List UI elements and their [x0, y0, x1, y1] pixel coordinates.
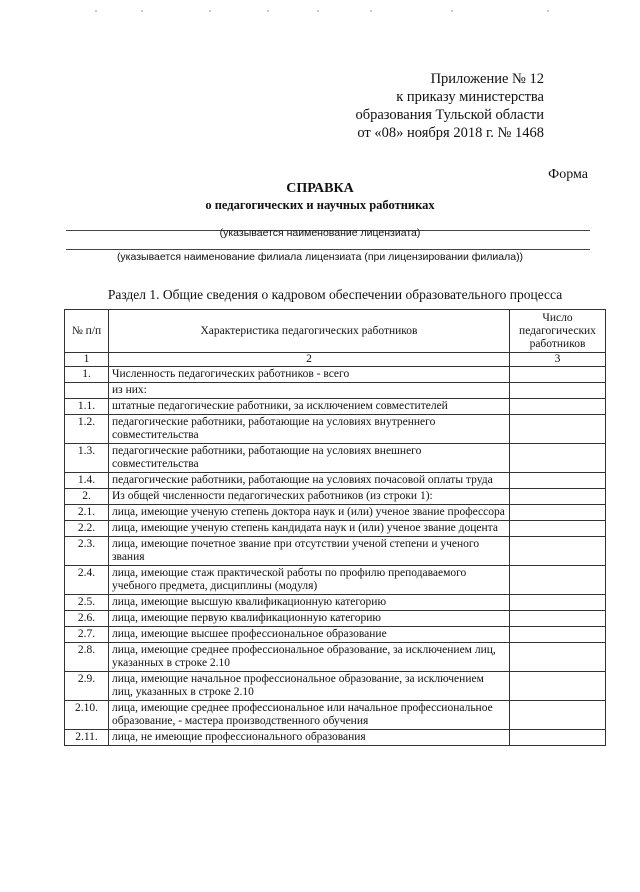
row-number: 2.11.: [65, 730, 109, 746]
table-row: [65, 473, 606, 489]
table-row: [65, 611, 606, 627]
row-value-cell[interactable]: [510, 537, 606, 566]
row-text: Из общей численности педагогических работников (из строки 1):: [109, 489, 510, 505]
row-value-cell[interactable]: [510, 595, 606, 611]
row-number: 2.6.: [65, 611, 109, 627]
row-number: 2.10.: [65, 701, 109, 730]
row-value-cell[interactable]: [510, 473, 606, 489]
row-value-cell[interactable]: [510, 505, 606, 521]
row-number: 2.5.: [65, 595, 109, 611]
row-value-cell[interactable]: [510, 415, 606, 444]
table-row: [65, 383, 606, 399]
staff-table: [64, 309, 606, 746]
row-number: 2.8.: [65, 643, 109, 672]
row-text: лица, имеющие ученую степень доктора наук и (или) ученое звание профессора: [109, 505, 510, 521]
row-value-cell[interactable]: [510, 367, 606, 383]
row-value-cell[interactable]: [510, 643, 606, 672]
table-row: [65, 367, 606, 383]
row-text: лица, имеющие высшее профессиональное образование: [109, 627, 510, 643]
row-value-cell[interactable]: [510, 383, 606, 399]
table-row: [65, 701, 606, 730]
row-value-cell[interactable]: [510, 566, 606, 595]
table-row: [65, 537, 606, 566]
licensee-name-caption: (указывается наименование лицензиата): [219, 227, 421, 239]
annex-line: от «08» ноября 2018 г. № 1468: [357, 125, 544, 141]
row-number: 2.9.: [65, 672, 109, 701]
row-value-cell[interactable]: [510, 730, 606, 746]
document-title-block: [0, 181, 640, 213]
table-row: [65, 505, 606, 521]
document-subtitle: о педагогических и научных работниках: [205, 198, 435, 212]
row-text: лица, имеющие среднее профессиональное образование, за исключением лиц, указанных в строке 2.10: [109, 643, 510, 672]
section-title: Раздел 1. Общие сведения о кадровом обеспечении образовательного процесса: [107, 287, 563, 302]
row-text: педагогические работники, работающие на условиях почасовой оплаты труда: [109, 473, 510, 489]
table-row: [65, 627, 606, 643]
row-text: педагогические работники, работающие на условиях внутреннего совместительства: [109, 415, 510, 444]
row-number: 2.3.: [65, 537, 109, 566]
annex-line: образования Тульской области: [355, 107, 544, 123]
row-text: из них:: [109, 383, 510, 399]
row-number: 2.4.: [65, 566, 109, 595]
index-cell: 2: [109, 353, 510, 367]
annex-block: [284, 70, 544, 142]
row-value-cell[interactable]: [510, 672, 606, 701]
row-number: 1.: [65, 367, 109, 383]
row-text: лица, не имеющие профессионального образования: [109, 730, 510, 746]
row-text: лица, имеющие стаж практической работы по профилю преподаваемого учебного предмета, дисциплины (модуля): [109, 566, 510, 595]
row-number: 2.: [65, 489, 109, 505]
row-text: лица, имеющие начальное профессиональное образование, за исключением лиц, указанных в строке 2.10: [109, 672, 510, 701]
table-row: [65, 521, 606, 537]
row-value-cell[interactable]: [510, 611, 606, 627]
row-number: 1.1.: [65, 399, 109, 415]
annex-line: к приказу министерства: [396, 89, 544, 105]
row-number: 2.7.: [65, 627, 109, 643]
table-row: [65, 672, 606, 701]
table-row: [65, 489, 606, 505]
row-text: Численность педагогических работников - всего: [109, 367, 510, 383]
document-title: СПРАВКА: [286, 181, 354, 196]
annex-line: Приложение № 12: [430, 71, 544, 87]
table-row: [65, 566, 606, 595]
row-number: 1.2.: [65, 415, 109, 444]
header-count: Число педагогических работников: [510, 310, 606, 353]
branch-name-caption: (указывается наименование филиала лицензиата (при лицензировании филиала)): [116, 251, 524, 263]
table-row: [65, 415, 606, 444]
row-number: 2.2.: [65, 521, 109, 537]
row-value-cell[interactable]: [510, 701, 606, 730]
row-value-cell[interactable]: [510, 521, 606, 537]
row-number: 1.3.: [65, 444, 109, 473]
row-text: лица, имеющие почетное звание при отсутствии ученой степени и ученого звания: [109, 537, 510, 566]
row-number: 2.1.: [65, 505, 109, 521]
table-row: [65, 643, 606, 672]
header-characteristic: Характеристика педагогических работников: [109, 310, 510, 353]
index-cell: 1: [65, 353, 109, 367]
row-text: лица, имеющие высшую квалификационную категорию: [109, 595, 510, 611]
table-row: [65, 595, 606, 611]
row-text: педагогические работники, работающие на условиях внешнего совместительства: [109, 444, 510, 473]
index-cell: 3: [510, 353, 606, 367]
table-row: [65, 444, 606, 473]
header-number: № п/п: [65, 310, 109, 353]
table-index-row: [65, 353, 606, 367]
form-label: Форма: [548, 167, 588, 182]
row-text: лица, имеющие среднее профессиональное или начальное профессиональное образование, - мастера производственного обучения: [109, 701, 510, 730]
table-header-row: [65, 310, 606, 353]
scan-artifact-dots: [0, 6, 640, 16]
row-value-cell[interactable]: [510, 627, 606, 643]
table-row: [65, 730, 606, 746]
row-value-cell[interactable]: [510, 399, 606, 415]
row-text: лица, имеющие первую квалификационную категорию: [109, 611, 510, 627]
table-row: [65, 399, 606, 415]
row-number: [65, 383, 109, 399]
row-number: 1.4.: [65, 473, 109, 489]
row-value-cell[interactable]: [510, 489, 606, 505]
row-text: лица, имеющие ученую степень кандидата наук и (или) ученое звание доцента: [109, 521, 510, 537]
row-text: штатные педагогические работники, за исключением совместителей: [109, 399, 510, 415]
row-value-cell[interactable]: [510, 444, 606, 473]
branch-name-line[interactable]: [66, 249, 590, 250]
